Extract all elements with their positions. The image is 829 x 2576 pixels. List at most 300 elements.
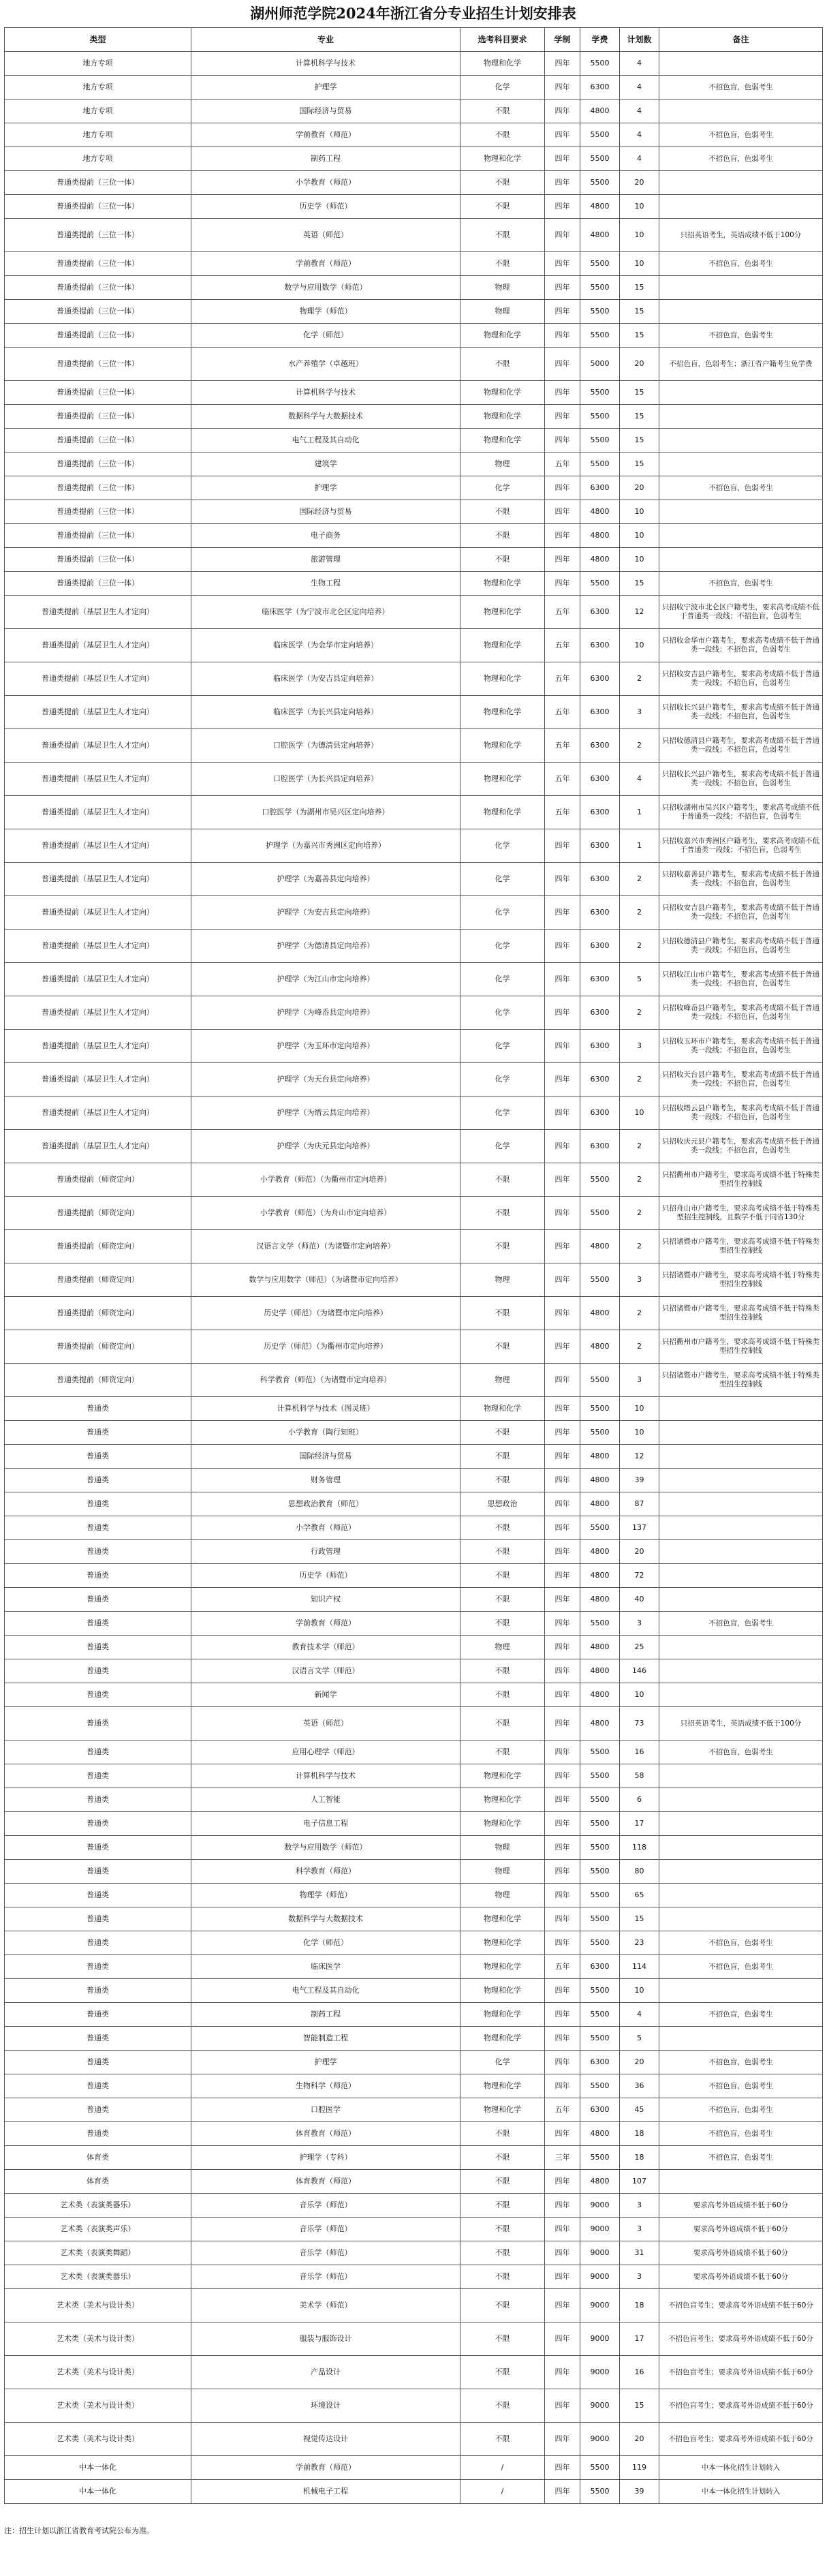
cell-category: 地方专项 — [5, 76, 191, 99]
cell-duration: 四年 — [545, 1492, 580, 1516]
cell-major: 口腔医学 — [191, 2098, 460, 2122]
cell-remarks: 不招色盲，色弱考生 — [659, 324, 823, 348]
cell-remarks — [659, 1636, 823, 1659]
cell-category: 地方专项 — [5, 147, 191, 171]
cell-subject-requirement: 物理和化学 — [460, 2074, 545, 2098]
cell-subject-requirement: 物理和化学 — [460, 147, 545, 171]
cell-major: 历史学（师范）（为诸暨市定向培养） — [191, 1297, 460, 1330]
cell-remarks — [659, 1564, 823, 1588]
cell-category: 体育类 — [5, 2146, 191, 2170]
cell-duration: 五年 — [545, 696, 580, 729]
cell-duration: 四年 — [545, 1931, 580, 1955]
cell-subject-requirement: 不限 — [460, 2170, 545, 2194]
cell-major: 小学教育（陶行知班） — [191, 1421, 460, 1445]
cell-subject-requirement: 不限 — [460, 1469, 545, 1492]
cell-plan-count: 5 — [620, 2027, 659, 2051]
cell-subject-requirement: 物理和化学 — [460, 796, 545, 829]
cell-plan-count: 15 — [620, 429, 659, 453]
cell-major: 思想政治教育（师范） — [191, 1492, 460, 1516]
cell-plan-count: 114 — [620, 1955, 659, 1979]
cell-duration: 五年 — [545, 453, 580, 476]
cell-remarks — [659, 1540, 823, 1564]
cell-tuition: 5500 — [580, 2074, 620, 2098]
cell-duration: 五年 — [545, 729, 580, 763]
cell-plan-count: 20 — [620, 476, 659, 500]
cell-remarks: 不招色盲，色弱考生 — [659, 572, 823, 596]
cell-tuition: 6300 — [580, 596, 620, 629]
cell-major: 计算机科学与技术 — [191, 381, 460, 405]
cell-duration: 四年 — [545, 171, 580, 195]
cell-duration: 四年 — [545, 1364, 580, 1397]
cell-tuition: 4800 — [580, 500, 620, 524]
cell-plan-count: 2 — [620, 863, 659, 896]
cell-tuition: 5500 — [580, 1397, 620, 1421]
cell-major: 智能制造工程 — [191, 2027, 460, 2051]
cell-major: 电子商务 — [191, 524, 460, 548]
cell-subject-requirement: 物理和化学 — [460, 2003, 545, 2027]
cell-tuition: 5500 — [580, 1764, 620, 1788]
table-row — [5, 500, 823, 524]
table-row — [5, 1469, 823, 1492]
cell-plan-count: 2 — [620, 1163, 659, 1197]
cell-tuition: 5500 — [580, 1263, 620, 1297]
cell-duration: 四年 — [545, 276, 580, 300]
cell-subject-requirement: 物理和化学 — [460, 596, 545, 629]
cell-remarks — [659, 1836, 823, 1860]
cell-tuition: 5500 — [580, 429, 620, 453]
cell-category: 普通类 — [5, 1683, 191, 1707]
cell-category: 普通类提前（基层卫生人才定向） — [5, 896, 191, 930]
cell-plan-count: 1 — [620, 796, 659, 829]
cell-plan-count: 3 — [620, 2194, 659, 2218]
cell-major: 护理学（为天台县定向培养） — [191, 1063, 460, 1097]
cell-remarks: 只招收庆元县户籍考生，要求高考成绩不低于普通类一段线；不招色盲，色弱考生 — [659, 1130, 823, 1163]
column-header-plan-count: 计划数 — [620, 28, 659, 52]
cell-tuition: 6300 — [580, 2098, 620, 2122]
cell-duration: 四年 — [545, 2027, 580, 2051]
cell-plan-count: 4 — [620, 52, 659, 76]
table-row — [5, 1564, 823, 1588]
cell-tuition: 6300 — [580, 1097, 620, 1130]
cell-remarks: 不招色盲，色弱考生 — [659, 2003, 823, 2027]
cell-category: 艺术类（表演类声乐） — [5, 2218, 191, 2241]
table-header-row — [5, 28, 823, 52]
cell-subject-requirement: 物理和化学 — [460, 572, 545, 596]
cell-remarks: 不招色盲，色弱考生 — [659, 2051, 823, 2074]
cell-remarks — [659, 1516, 823, 1540]
cell-plan-count: 10 — [620, 1421, 659, 1445]
cell-tuition: 5500 — [580, 2027, 620, 2051]
cell-category: 普通类提前（师资定向） — [5, 1230, 191, 1263]
cell-tuition: 4800 — [580, 2170, 620, 2194]
cell-remarks — [659, 500, 823, 524]
cell-major: 护理学（专科） — [191, 2146, 460, 2170]
cell-category: 普通类 — [5, 1445, 191, 1469]
cell-duration: 四年 — [545, 524, 580, 548]
cell-remarks — [659, 1659, 823, 1683]
cell-tuition: 5500 — [580, 1979, 620, 2003]
cell-duration: 四年 — [545, 1540, 580, 1564]
table-row — [5, 963, 823, 996]
cell-plan-count: 3 — [620, 1612, 659, 1636]
cell-remarks: 不招色盲考生；要求高考外语成绩不低于60分 — [659, 2356, 823, 2389]
cell-remarks: 不招色盲考生；要求高考外语成绩不低于60分 — [659, 2389, 823, 2423]
table-row — [5, 1741, 823, 1764]
cell-plan-count: 4 — [620, 123, 659, 147]
cell-category: 普通类提前（三位一体） — [5, 381, 191, 405]
cell-major: 口腔医学（为长兴县定向培养） — [191, 763, 460, 796]
cell-duration: 四年 — [545, 2265, 580, 2289]
cell-major: 学前教育（师范） — [191, 1612, 460, 1636]
cell-duration: 四年 — [545, 1812, 580, 1836]
cell-category: 中本一体化 — [5, 2456, 191, 2480]
cell-duration: 四年 — [545, 2051, 580, 2074]
cell-subject-requirement: 物理和化学 — [460, 1955, 545, 1979]
cell-remarks: 要求高考外语成绩不低于60分 — [659, 2265, 823, 2289]
table-row — [5, 2098, 823, 2122]
cell-subject-requirement: 不限 — [460, 1612, 545, 1636]
cell-tuition: 6300 — [580, 963, 620, 996]
column-header-subject-requirement: 选考科目要求 — [460, 28, 545, 52]
cell-duration: 五年 — [545, 596, 580, 629]
cell-plan-count: 18 — [620, 2122, 659, 2146]
cell-plan-count: 15 — [620, 381, 659, 405]
cell-major: 水产养殖学（卓越班） — [191, 348, 460, 381]
cell-tuition: 6300 — [580, 896, 620, 930]
cell-plan-count: 2 — [620, 729, 659, 763]
cell-tuition: 5500 — [580, 1931, 620, 1955]
cell-plan-count: 15 — [620, 324, 659, 348]
cell-subject-requirement: 物理和化学 — [460, 2027, 545, 2051]
cell-plan-count: 2 — [620, 1197, 659, 1230]
cell-category: 地方专项 — [5, 52, 191, 76]
cell-duration: 四年 — [545, 429, 580, 453]
cell-major: 计算机科学与技术 — [191, 52, 460, 76]
cell-duration: 四年 — [545, 1884, 580, 1907]
table-row — [5, 2218, 823, 2241]
table-row — [5, 1516, 823, 1540]
cell-category: 普通类提前（师资定向） — [5, 1197, 191, 1230]
cell-plan-count: 3 — [620, 1030, 659, 1063]
cell-major: 护理学（为缙云县定向培养） — [191, 1097, 460, 1130]
cell-major: 历史学（师范）（为衢州市定向培养） — [191, 1330, 460, 1364]
cell-remarks: 不招色盲考生；要求高考外语成绩不低于60分 — [659, 2423, 823, 2456]
cell-tuition: 5500 — [580, 1612, 620, 1636]
cell-duration: 四年 — [545, 123, 580, 147]
cell-remarks — [659, 524, 823, 548]
cell-subject-requirement: 物理和化学 — [460, 1788, 545, 1812]
table-row — [5, 99, 823, 123]
table-row — [5, 76, 823, 99]
cell-category: 普通类 — [5, 2098, 191, 2122]
cell-tuition: 4800 — [580, 1230, 620, 1263]
cell-major: 音乐学（师范） — [191, 2218, 460, 2241]
cell-major: 数据科学与大数据技术 — [191, 1907, 460, 1931]
table-row — [5, 1492, 823, 1516]
cell-duration: 四年 — [545, 1230, 580, 1263]
table-row — [5, 252, 823, 276]
cell-duration: 四年 — [545, 1588, 580, 1612]
cell-subject-requirement: 不限 — [460, 1197, 545, 1230]
cell-remarks: 不招色盲，色弱考生 — [659, 123, 823, 147]
cell-plan-count: 36 — [620, 2074, 659, 2098]
cell-duration: 五年 — [545, 763, 580, 796]
cell-major: 学前教育（师范） — [191, 2456, 460, 2480]
cell-remarks — [659, 405, 823, 429]
cell-category: 普通类提前（师资定向） — [5, 1263, 191, 1297]
cell-remarks: 只招收长兴县户籍考生，要求高考成绩不低于普通类一段线；不招色盲，色弱考生 — [659, 763, 823, 796]
cell-category: 普通类 — [5, 2122, 191, 2146]
cell-tuition: 5500 — [580, 405, 620, 429]
cell-category: 普通类提前（基层卫生人才定向） — [5, 596, 191, 629]
cell-subject-requirement: 化学 — [460, 996, 545, 1030]
table-row — [5, 2480, 823, 2504]
cell-remarks — [659, 1492, 823, 1516]
table-row — [5, 629, 823, 662]
cell-plan-count: 40 — [620, 1588, 659, 1612]
cell-remarks — [659, 1812, 823, 1836]
cell-category: 中本一体化 — [5, 2480, 191, 2504]
cell-plan-count: 45 — [620, 2098, 659, 2122]
cell-tuition: 5500 — [580, 1884, 620, 1907]
table-row — [5, 2122, 823, 2146]
cell-duration: 四年 — [545, 1445, 580, 1469]
cell-category: 普通类 — [5, 1421, 191, 1445]
cell-category: 普通类 — [5, 1516, 191, 1540]
cell-category: 艺术类（表演类舞蹈） — [5, 2241, 191, 2265]
cell-remarks: 只招英语考生，英语成绩不低于100分 — [659, 1707, 823, 1741]
cell-category: 普通类 — [5, 1588, 191, 1612]
cell-remarks: 不招色盲，色弱考生 — [659, 1931, 823, 1955]
cell-tuition: 5500 — [580, 252, 620, 276]
cell-duration: 四年 — [545, 1397, 580, 1421]
cell-tuition: 4800 — [580, 195, 620, 219]
cell-category: 普通类提前（三位一体） — [5, 548, 191, 572]
cell-plan-count: 12 — [620, 596, 659, 629]
cell-remarks: 不招色盲，色弱考生 — [659, 2098, 823, 2122]
cell-plan-count: 20 — [620, 2051, 659, 2074]
table-row — [5, 996, 823, 1030]
cell-major: 护理学（为安吉县定向培养） — [191, 896, 460, 930]
cell-duration: 四年 — [545, 381, 580, 405]
table-row — [5, 896, 823, 930]
cell-duration: 四年 — [545, 1197, 580, 1230]
cell-remarks: 要求高考外语成绩不低于60分 — [659, 2194, 823, 2218]
cell-tuition: 4800 — [580, 1492, 620, 1516]
cell-subject-requirement: 物理 — [460, 1636, 545, 1659]
cell-category: 普通类提前（三位一体） — [5, 429, 191, 453]
cell-plan-count: 2 — [620, 1330, 659, 1364]
cell-major: 化学（师范） — [191, 1931, 460, 1955]
cell-duration: 四年 — [545, 1860, 580, 1884]
cell-major: 英语（师范） — [191, 1707, 460, 1741]
cell-remarks: 只招收江山市户籍考生，要求高考成绩不低于普通类一段线；不招色盲，色弱考生 — [659, 963, 823, 996]
cell-subject-requirement: 不限 — [460, 1707, 545, 1741]
table-row — [5, 405, 823, 429]
table-row — [5, 1397, 823, 1421]
cell-category: 普通类提前（基层卫生人才定向） — [5, 1030, 191, 1063]
table-row — [5, 829, 823, 863]
cell-major: 护理学（为峰岙县定向培养） — [191, 996, 460, 1030]
table-row — [5, 1860, 823, 1884]
cell-remarks — [659, 276, 823, 300]
cell-remarks: 不招色盲考生；要求高考外语成绩不低于60分 — [659, 2289, 823, 2322]
cell-plan-count: 12 — [620, 1445, 659, 1469]
cell-subject-requirement: 物理和化学 — [460, 405, 545, 429]
cell-tuition: 6300 — [580, 476, 620, 500]
cell-tuition: 5500 — [580, 1812, 620, 1836]
cell-tuition: 5500 — [580, 1163, 620, 1197]
cell-plan-count: 18 — [620, 2289, 659, 2322]
cell-plan-count: 137 — [620, 1516, 659, 1540]
table-row — [5, 696, 823, 729]
cell-subject-requirement: 物理和化学 — [460, 1812, 545, 1836]
cell-plan-count: 3 — [620, 1364, 659, 1397]
cell-subject-requirement: 不限 — [460, 252, 545, 276]
cell-plan-count: 119 — [620, 2456, 659, 2480]
table-row — [5, 1421, 823, 1445]
cell-subject-requirement: 化学 — [460, 1030, 545, 1063]
cell-major: 制药工程 — [191, 2003, 460, 2027]
table-row — [5, 1979, 823, 2003]
cell-tuition: 4800 — [580, 1540, 620, 1564]
cell-category: 地方专项 — [5, 123, 191, 147]
cell-category: 普通类 — [5, 1812, 191, 1836]
cell-tuition: 5500 — [580, 123, 620, 147]
cell-remarks — [659, 1421, 823, 1445]
cell-subject-requirement: 物理和化学 — [460, 1397, 545, 1421]
cell-category: 普通类 — [5, 1707, 191, 1741]
cell-category: 艺术类（美术与设计类） — [5, 2289, 191, 2322]
cell-remarks: 不招色盲考生；要求高考外语成绩不低于60分 — [659, 2322, 823, 2356]
cell-category: 普通类 — [5, 1636, 191, 1659]
cell-duration: 四年 — [545, 1907, 580, 1931]
cell-category: 普通类提前（三位一体） — [5, 324, 191, 348]
cell-duration: 四年 — [545, 996, 580, 1030]
cell-category: 普通类 — [5, 1612, 191, 1636]
cell-remarks: 不招色盲，色弱考生 — [659, 147, 823, 171]
cell-major: 产品设计 — [191, 2356, 460, 2389]
cell-duration: 三年 — [545, 2146, 580, 2170]
cell-duration: 五年 — [545, 796, 580, 829]
cell-duration: 四年 — [545, 548, 580, 572]
table-row — [5, 429, 823, 453]
cell-category: 艺术类（表演类器乐） — [5, 2194, 191, 2218]
cell-remarks: 不招色盲，色弱考生 — [659, 1612, 823, 1636]
table-row — [5, 1197, 823, 1230]
cell-major: 计算机科学与技术（图灵班） — [191, 1397, 460, 1421]
cell-plan-count: 15 — [620, 453, 659, 476]
cell-subject-requirement: 物理 — [460, 453, 545, 476]
cell-tuition: 5500 — [580, 1860, 620, 1884]
cell-category: 艺术类（表演类器乐） — [5, 2265, 191, 2289]
cell-duration: 四年 — [545, 1030, 580, 1063]
cell-tuition: 6300 — [580, 1130, 620, 1163]
cell-duration: 四年 — [545, 1163, 580, 1197]
cell-plan-count: 3 — [620, 1263, 659, 1297]
cell-subject-requirement: 物理 — [460, 276, 545, 300]
table-row — [5, 1884, 823, 1907]
cell-category: 艺术类（美术与设计类） — [5, 2389, 191, 2423]
cell-major: 数学与应用数学（师范） — [191, 276, 460, 300]
cell-tuition: 4800 — [580, 99, 620, 123]
cell-plan-count: 5 — [620, 963, 659, 996]
cell-category: 普通类提前（基层卫生人才定向） — [5, 696, 191, 729]
cell-subject-requirement: 化学 — [460, 896, 545, 930]
table-row — [5, 1445, 823, 1469]
cell-remarks: 只招收安吉县户籍考生，要求高考成绩不低于普通类一段线；不招色盲，色弱考生 — [659, 896, 823, 930]
table-row — [5, 2289, 823, 2322]
enrollment-plan-table — [4, 27, 823, 2504]
table-row — [5, 300, 823, 324]
cell-subject-requirement: 不限 — [460, 195, 545, 219]
cell-tuition: 4800 — [580, 1564, 620, 1588]
cell-subject-requirement: 不限 — [460, 1683, 545, 1707]
cell-category: 普通类提前（三位一体） — [5, 171, 191, 195]
cell-major: 数学与应用数学（师范） — [191, 1836, 460, 1860]
cell-remarks — [659, 1445, 823, 1469]
cell-remarks: 不招色盲，色弱考生 — [659, 1741, 823, 1764]
table-row — [5, 1063, 823, 1097]
cell-category: 普通类提前（基层卫生人才定向） — [5, 829, 191, 863]
cell-major: 服装与服饰设计 — [191, 2322, 460, 2356]
cell-duration: 四年 — [545, 1516, 580, 1540]
cell-subject-requirement: 物理和化学 — [460, 429, 545, 453]
cell-plan-count: 10 — [620, 524, 659, 548]
cell-subject-requirement: 化学 — [460, 1063, 545, 1097]
cell-plan-count: 23 — [620, 1931, 659, 1955]
cell-tuition: 4800 — [580, 1469, 620, 1492]
cell-plan-count: 31 — [620, 2241, 659, 2265]
cell-category: 普通类提前（基层卫生人才定向） — [5, 629, 191, 662]
cell-subject-requirement: 物理和化学 — [460, 696, 545, 729]
cell-subject-requirement: 不限 — [460, 1564, 545, 1588]
cell-subject-requirement: 不限 — [460, 2218, 545, 2241]
cell-major: 汉语言文学（师范） — [191, 1659, 460, 1683]
cell-remarks: 不招色盲，色弱考生；浙江省户籍考生免学费 — [659, 348, 823, 381]
cell-tuition: 9000 — [580, 2265, 620, 2289]
cell-tuition: 4800 — [580, 1683, 620, 1707]
table-row — [5, 2322, 823, 2356]
cell-tuition: 5500 — [580, 2146, 620, 2170]
cell-remarks: 只招收安吉县户籍考生，要求高考成绩不低于普通类一段线；不招色盲，色弱考生 — [659, 662, 823, 696]
cell-tuition: 5500 — [580, 1741, 620, 1764]
table-row — [5, 548, 823, 572]
cell-tuition: 5500 — [580, 2456, 620, 2480]
cell-major: 小学教育（师范）（为舟山市定向培养） — [191, 1197, 460, 1230]
cell-plan-count: 146 — [620, 1659, 659, 1683]
cell-remarks: 不招色盲，色弱考生 — [659, 2074, 823, 2098]
cell-tuition: 5500 — [580, 2480, 620, 2504]
cell-tuition: 5500 — [580, 324, 620, 348]
cell-major: 音乐学（师范） — [191, 2265, 460, 2289]
cell-remarks: 只招收天台县户籍考生，要求高考成绩不低于普通类一段线；不招色盲，色弱考生 — [659, 1063, 823, 1097]
cell-plan-count: 20 — [620, 171, 659, 195]
table-row — [5, 2074, 823, 2098]
cell-major: 护理学（为嘉善县定向培养） — [191, 863, 460, 896]
cell-major: 电气工程及其自动化 — [191, 429, 460, 453]
cell-major: 护理学 — [191, 476, 460, 500]
cell-category: 普通类提前（三位一体） — [5, 524, 191, 548]
cell-subject-requirement: 物理 — [460, 1263, 545, 1297]
cell-remarks: 只招衢州市户籍考生，要求高考成绩不低于特殊类型招生控制线 — [659, 1163, 823, 1197]
cell-plan-count: 25 — [620, 1636, 659, 1659]
cell-major: 新闻学 — [191, 1683, 460, 1707]
cell-category: 普通类 — [5, 1836, 191, 1860]
cell-duration: 四年 — [545, 1636, 580, 1659]
cell-remarks — [659, 1588, 823, 1612]
cell-tuition: 5500 — [580, 453, 620, 476]
